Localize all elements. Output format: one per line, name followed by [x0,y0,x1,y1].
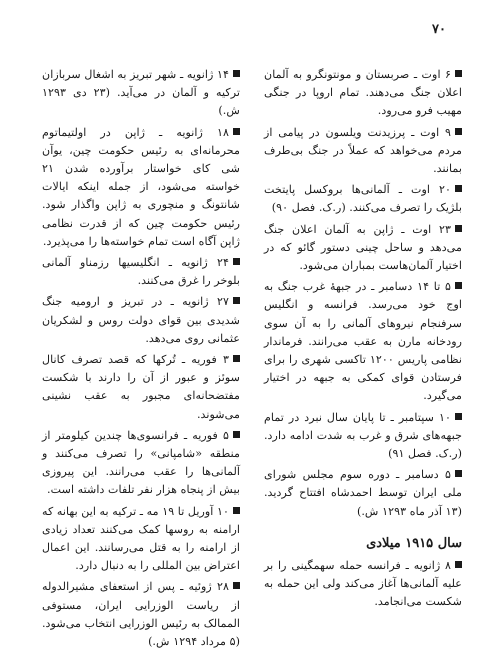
bullet-square-icon [455,128,462,135]
entry-text: ۱۰ سپتامبر ـ تا پایان سال نبرد در تمام جبهه‌های شرق و غرب به شدت ادامه دارد. (ر.ک. فصل ۹۱) [264,410,462,461]
left-column-entries [42,66,240,651]
timeline-entry [264,124,462,179]
left-column [42,66,240,654]
timeline-entry [42,254,240,290]
entry-text: ۲۴ ژانویه ـ انگلیسیها رزمناو آلمانی بلوخر را غرق می‌کنند. [42,256,240,288]
bullet-square-icon [455,561,462,568]
timeline-entry [42,293,240,348]
bullet-square-icon [233,582,240,589]
entry-text: ۸ ژانویه ـ فرانسه حمله سهمگینی را بر علیه آلمانی‌ها آغاز می‌کند ولی این حمله به شکست می‌انجامد. [264,559,462,609]
entry-text: ۱۸ ژانویه ـ ژاپن در اولتیماتوم محرمانه‌ای به رئیس حکومت چین، یوآن شی کای خواستار برآورده شدن ۲۱ خواسته می‌شود، از جمله اینکه ایالات شانتونگ و منچوری به ژاپن واگذار شود. رئیس حکومت چین که از قدرت نظامی ژاپن آگاه است تمام خواسته‌ها را می‌پذیرد. [42,125,240,248]
bullet-square-icon [233,507,240,514]
bullet-square-icon [233,70,240,77]
bullet-square-icon [455,413,462,420]
page-number: ۷۰ [432,22,446,37]
timeline-entry [264,557,462,612]
entry-text: ۵ تا ۱۴ دسامبر ـ در جبههٔ غرب جنگ به اوج خود می‌رسد. فرانسه و انگلیس سرفنجام نیروهای آلمانی را به آن سوی رودخانه مارن به عقب می‌رانند. فرماندار نظامی پاریس ۱۲۰۰ تاکسی شهری را برای فرستادن قوای کمکی به جبهه در اختیار می‌گیرد. [264,280,462,403]
entry-text: ۲۰ اوت ـ آلمانی‌ها بروکسل پایتخت بلژیک را تصرف می‌کنند. (ر.ک. فصل ۹۰) [264,183,462,215]
bullet-square-icon [233,297,240,304]
entry-text: ۶ اوت ـ صربستان و مونتونگرو به آلمان اعلان جنگ می‌دهند. تمام اروپا در جنگی مهیب فرو می‌رود. [264,68,462,118]
entry-text: ۵ دسامبر ـ دوره سوم مجلس شورای ملی ایران توسط احمدشاه افتتاح گردید. (۱۳ آذر ماه ۱۲۹۳ ش.) [264,468,462,518]
timeline-entry [42,66,240,121]
right-column [264,66,462,615]
timeline-entry [264,66,462,121]
entry-text: ۱۴ ژانویه ـ شهر تبریز به اشغال سربازان ترکیه و آلمان در می‌آید. (۲۳ دی ۱۲۹۳ ش.) [42,68,240,118]
timeline-entry [42,124,240,251]
timeline-entry [42,578,240,651]
bullet-square-icon [455,70,462,77]
entry-text: ۳ فوریه ـ تُرکها که قصد تصرف کانال سوئز و عبور از آن را دارند با شکست مفتضحانه‌ای مجبور به عقب نشینی می‌شوند. [42,353,240,421]
bullet-square-icon [455,185,462,192]
entry-text: ۱۰ آوریل تا ۱۹ مه ـ ترکیه به این بهانه که ارامنه به روسها کمک می‌کنند تعداد زیادی از ارامنه را به قتل می‌رسانند. این اعمال اعتراض بین المللی را به دنبال دارد. [42,504,240,573]
bullet-square-icon [233,128,240,135]
right-column-entries [264,66,462,521]
entry-text: ۲۳ اوت ـ ژاپن به آلمان اعلان جنگ می‌دهد و ساحل چینی دستور گائو که در اختیار آلمان‌هاست بمباران می‌شود. [264,222,462,273]
bullet-square-icon [233,258,240,265]
timeline-entry [264,181,462,217]
entry-text: ۲۸ ژوئیه ـ پس از استعفای مشیرالدوله از ریاست الوزرایی ایران، مستوفی الممالک به رئیس الوزرایی انتخاب می‌شود. (۵ مرداد ۱۲۹۴ ش.) [42,580,240,649]
timeline-entry [42,351,240,424]
timeline-entry [264,221,462,276]
entry-text: ۵ فوریه ـ فرانسوی‌ها چندین کیلومتر از منطقه «شامپانی» را تصرف می‌کنند و آلمانی‌ها را عقب می‌رانند. این پیروزی بیش از پنجاه هزار نفر تلفات داشته است. [42,428,240,497]
bullet-square-icon [233,355,240,362]
bullet-square-icon [455,470,462,477]
year-entries [264,557,462,612]
timeline-entry [264,466,462,521]
timeline-entry [264,409,462,464]
timeline-entry [42,427,240,500]
bullet-square-icon [233,431,240,438]
entry-text: ۲۷ ژانویه ـ در تبریز و ارومیه جنگ شدیدی بین قوای دولت روس و لشکریان عثمانی روی می‌دهد. [42,295,240,345]
bullet-square-icon [455,225,462,232]
entry-text: ۹ اوت ـ پرزیدنت ویلسون در پیامی از مردم می‌خواهد که عملاً در جنگ بی‌طرف بمانند. [264,125,462,176]
timeline-entry [42,503,240,576]
bullet-square-icon [455,282,462,289]
year-heading: سال ۱۹۱۵ میلادی [366,535,462,551]
timeline-entry [264,278,462,405]
